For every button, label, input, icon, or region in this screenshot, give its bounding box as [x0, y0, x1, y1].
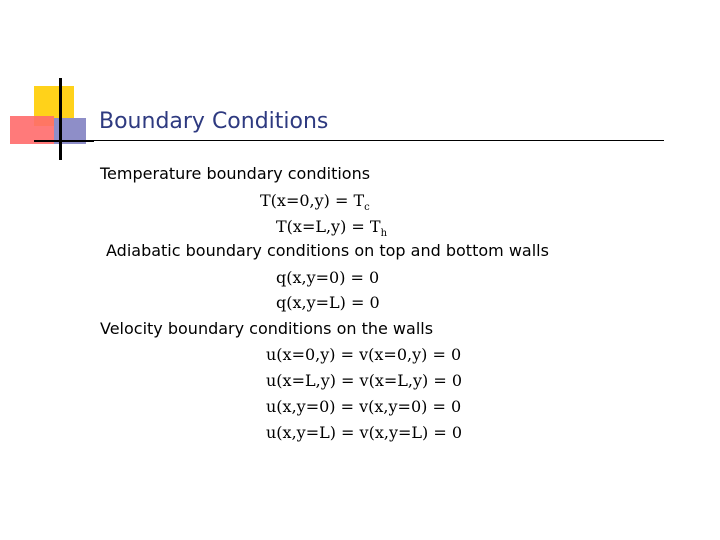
velocity-equation-2: u(x=L,y) = v(x=L,y) = 0 [266, 371, 463, 390]
adiabatic-heading: Adiabatic boundary conditions on top and bottom walls [106, 241, 549, 260]
adiabatic-equation-bottom: q(x,y=0) = 0 [276, 268, 380, 287]
temperature-equation-left-wall: $T(x=0,y) = T_c$ [260, 191, 370, 214]
decor-vertical-line [59, 78, 62, 160]
temperature-equation-right-wall: $T(x=L,y) = T_h$ [276, 217, 388, 240]
title-underline-accent [34, 140, 94, 142]
title-underline [34, 140, 664, 141]
velocity-equation-4: u(x,y=L) = v(x,y=L) = 0 [266, 423, 463, 442]
adiabatic-equation-top: q(x,y=L) = 0 [276, 293, 380, 312]
slide-title: Boundary Conditions [99, 109, 329, 134]
velocity-equation-1: u(x=0,y) = v(x=0,y) = 0 [266, 345, 462, 364]
velocity-heading: Velocity boundary conditions on the walls [100, 319, 434, 338]
temperature-heading: Temperature boundary conditions [100, 164, 371, 183]
velocity-equation-3: u(x,y=0) = v(x,y=0) = 0 [266, 397, 462, 416]
